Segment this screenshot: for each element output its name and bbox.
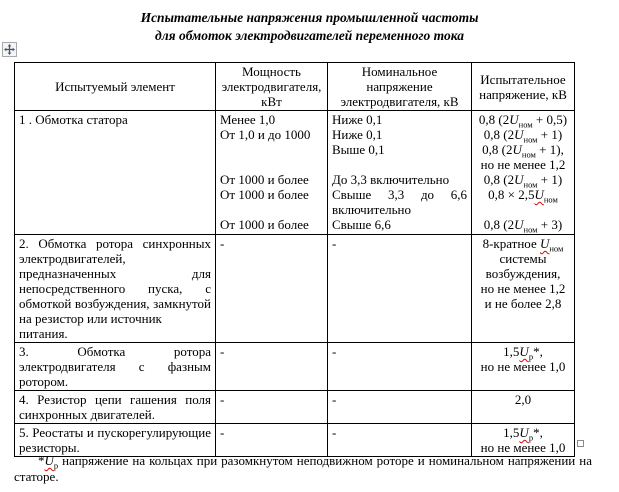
text-line: предназначенных для — [19, 266, 211, 281]
text-line: электродвигателей, — [19, 251, 126, 266]
text-line: напряжение — [366, 79, 433, 94]
footnote-line-1: $*U_р$ напряжение на кольцах при разомкнутом неподвижном роторе и номинальном напряжении на — [38, 453, 592, 471]
formula-line: но не менее 1,2 — [480, 157, 566, 172]
table-move-handle[interactable] — [2, 42, 17, 57]
text-line: - — [220, 344, 225, 359]
text-line: - — [332, 425, 337, 440]
formula-line: 0,8 $(2U_{ном} + 1)$ — [483, 172, 563, 190]
table-row-field-discharge-resistor — [15, 391, 575, 424]
formula-line: 0,8 $(2U_{ном} + 3)$ — [483, 217, 563, 235]
text-line: но не менее 1,2 — [480, 281, 566, 296]
formula-line: $0,8 \times 2,5U_{ном}$ — [488, 187, 558, 205]
text-line: - — [332, 392, 337, 407]
text-line: - — [220, 425, 225, 440]
footnote — [14, 453, 592, 485]
table-row-stator-winding — [15, 111, 575, 235]
table-header-row — [15, 63, 575, 111]
cell-power-2 — [216, 235, 328, 343]
text-line: возбуждения, — [485, 266, 561, 281]
text-line: Испытуемый элемент — [55, 79, 175, 94]
cell-test-5 — [472, 424, 575, 457]
cell-test-1 — [472, 111, 575, 235]
cell-nominal-2 — [328, 235, 472, 343]
text-line — [332, 157, 467, 172]
text-line: электродвигателя с фазным — [19, 359, 211, 374]
text-line: Номинальное — [361, 64, 438, 79]
cell-nominal-3 — [328, 343, 472, 391]
text-line: 4. Резистор цепи гашения поля — [19, 392, 211, 407]
cell-test-3 — [472, 343, 575, 391]
text-line: электродвигателя, кВ — [340, 94, 459, 109]
text-line: Менее 1,0 — [220, 112, 276, 127]
cell-power-3 — [216, 343, 328, 391]
text-line — [220, 142, 323, 157]
text-line: обмоткой возбуждения, замкнутой — [19, 296, 211, 311]
text-line: непосредственного пуска, с — [19, 281, 211, 296]
text-line: системы — [499, 251, 547, 266]
footnote-line-2: статоре. — [14, 469, 59, 484]
text-line: 2. Обмотка ротора синхронных — [19, 236, 211, 251]
cell-element-5 — [15, 424, 216, 457]
table-row-phase-rotor-winding — [15, 343, 575, 391]
text-line: и не более 2,8 — [484, 296, 562, 311]
text-line: От 1000 и более — [220, 217, 309, 232]
text-line: Свыше 6,6 — [332, 217, 391, 232]
table-resize-handle[interactable] — [577, 440, 584, 447]
text-line: До 3,3 включительно — [332, 172, 450, 187]
cell-element-1 — [15, 111, 216, 235]
text-line: напряжение, кВ — [479, 86, 567, 102]
cell-element-2 — [15, 235, 216, 343]
text-line: От 1000 и более — [220, 187, 309, 202]
text-line: ротором. — [19, 374, 69, 389]
text-line: электродвигателя, — [221, 79, 322, 94]
text-line: - — [332, 344, 337, 359]
formula-line: 0,8 $(2U_{ном} + 0,5)$ — [478, 112, 568, 130]
four-way-arrow-icon — [4, 44, 15, 55]
text-line: но не менее 1,0 — [480, 440, 566, 455]
text-line: 1 . Обмотка статора — [19, 112, 128, 127]
text-line: Выше 0,1 — [332, 142, 385, 157]
table-row-rheostats — [15, 424, 575, 457]
page-title-line-1: Испытательные напряжения промышленной частоты — [140, 10, 479, 25]
cell-element-4 — [15, 391, 216, 424]
text-line: 5. Реостаты и пускорегулирующие — [19, 425, 211, 440]
text-line: От 1000 и более — [220, 172, 309, 187]
cell-nominal-1 — [328, 111, 472, 235]
text-line: - — [332, 236, 337, 251]
text-line: Ниже 0,1 — [332, 127, 383, 142]
text-line: Мощность — [242, 64, 301, 79]
formula-line: 8-кратное $U_{ном}$ — [482, 236, 564, 254]
page-title — [0, 9, 619, 45]
cell-test-4 — [472, 391, 575, 424]
test-voltages-table — [14, 62, 575, 457]
cell-test-2 — [472, 235, 575, 343]
text-line: Свыше 3,3 до 6,6 — [332, 187, 467, 202]
text-line: 2,0 — [514, 392, 532, 407]
header-cell-nominal-voltage — [328, 63, 472, 111]
table-row-sync-rotor-winding — [15, 235, 575, 343]
formula-line: $1,5U_р*$, — [503, 425, 543, 443]
cell-power-1 — [216, 111, 328, 235]
text-line: 3. Обмотка ротора — [19, 344, 211, 359]
formula-line: 0,8 $(2U_{ном} + 1)$, — [482, 142, 564, 160]
cell-nominal-4 — [328, 391, 472, 424]
text-line: кВт — [261, 94, 282, 109]
cell-power-4 — [216, 391, 328, 424]
text-line: - — [220, 236, 225, 251]
text-line: включительно — [332, 202, 411, 217]
cell-power-5 — [216, 424, 328, 457]
text-line: но не менее 1,0 — [480, 359, 566, 374]
text-line: резисторы. — [19, 440, 80, 455]
cell-nominal-5 — [328, 424, 472, 457]
cell-element-3 — [15, 343, 216, 391]
text-line: Испытательное — [480, 71, 566, 87]
header-cell-test-voltage — [472, 63, 575, 111]
text-line: От 1,0 и до 1000 — [220, 127, 311, 142]
header-cell-motor-power — [216, 63, 328, 111]
page-title-line-2: для обмоток электродвигателей переменного тока — [155, 28, 464, 43]
text-line: - — [220, 392, 225, 407]
text-line — [220, 202, 323, 217]
text-line: Ниже 0,1 — [332, 112, 383, 127]
text-line — [220, 157, 323, 172]
formula-line: $1,5U_р*$, — [503, 344, 543, 362]
formula-line: 0,8 $(2U_{ном} + 1)$ — [483, 127, 563, 145]
text-line: синхронных двигателей. — [19, 407, 155, 422]
text-line: на резистор или источник питания. — [19, 311, 162, 341]
header-cell-tested-element — [15, 63, 216, 111]
